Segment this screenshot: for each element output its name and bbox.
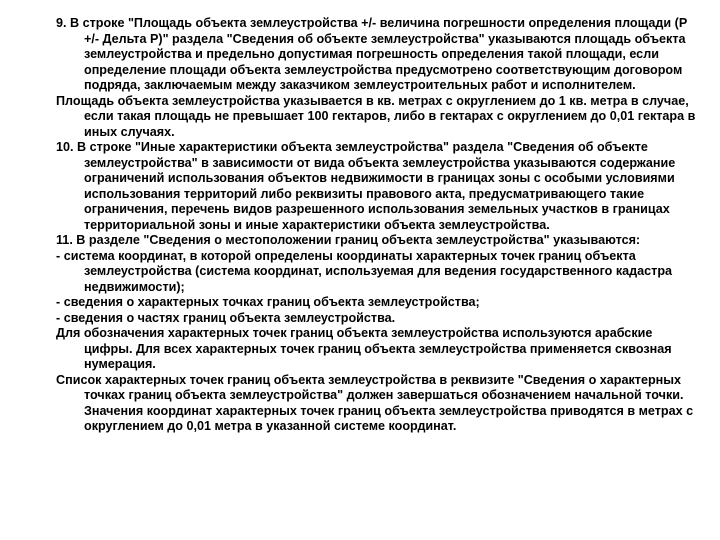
paragraph-area-rounding: Площадь объекта землеустройства указывается в кв. метрах с округлением до 1 кв. метра в случае, если такая площадь не превышает 100 гектаров, либо в гектарах с округлением до 0,01 гектара в иных случаях. bbox=[56, 93, 696, 139]
paragraph-point-list: Список характерных точек границ объекта землеустройства в реквизите "Сведения о характерных точках границ объекта землеустройства" должен завершаться обозначением начальной точки. Значения координат характерных точек границ объекта землеустройства приводятся в метрах с округлением до 0,01 метра в указанной системе координат. bbox=[56, 372, 694, 433]
document-text-body bbox=[56, 16, 698, 435]
paragraph-item-10: 10. В строке "Иные характеристики объекта землеустройства" раздела "Сведения об объекте землеустройства" в зависимости от вида объекта землеустройства указываются содержание ограничений использования объектов недвижимости в границах зоны с особыми условиями использования территорий либо реквизиты правового акта, предусматривающего такие ограничения, перечень видов разрешенного использования земельных участков в границах территориальной зоны и иные характеристики объекта землеустройства. bbox=[56, 140, 676, 232]
list-item-boundary-points: - сведения о характерных точках границ объекта землеустройства; bbox=[56, 295, 480, 309]
paragraph-point-numbering: Для обозначения характерных точек границ объекта землеустройства используются арабские цифры. Для всех характерных точек границ объекта землеустройства применяется сквозная нумерация. bbox=[56, 326, 672, 371]
list-item-coordinate-system: - система координат, в которой определены координаты характерных точек границ объекта землеустройства (система координат, используемая для ведения государственного кадастра недвижимости); bbox=[56, 248, 673, 294]
list-item-boundary-parts: - сведения о частях границ объекта землеустройства. bbox=[56, 310, 396, 325]
paragraph-item-9: 9. В строке "Площадь объекта землеустройства +/- величина погрешности определения площади (P +/- Дельта P)" раздела "Сведения об объекте землеустройства" указываются площадь объекта землеустройства и предельно допустимая погрешность определения такой площади, если определение площади объекта землеустройства предусмотрено соответствующим договором подряда, заключаемым между заказчиком землеустроительных работ и исполнителем. bbox=[56, 16, 688, 92]
paragraph-item-11: 11. В разделе "Сведения о местоположении границ объекта землеустройства" указываются: bbox=[56, 233, 641, 247]
